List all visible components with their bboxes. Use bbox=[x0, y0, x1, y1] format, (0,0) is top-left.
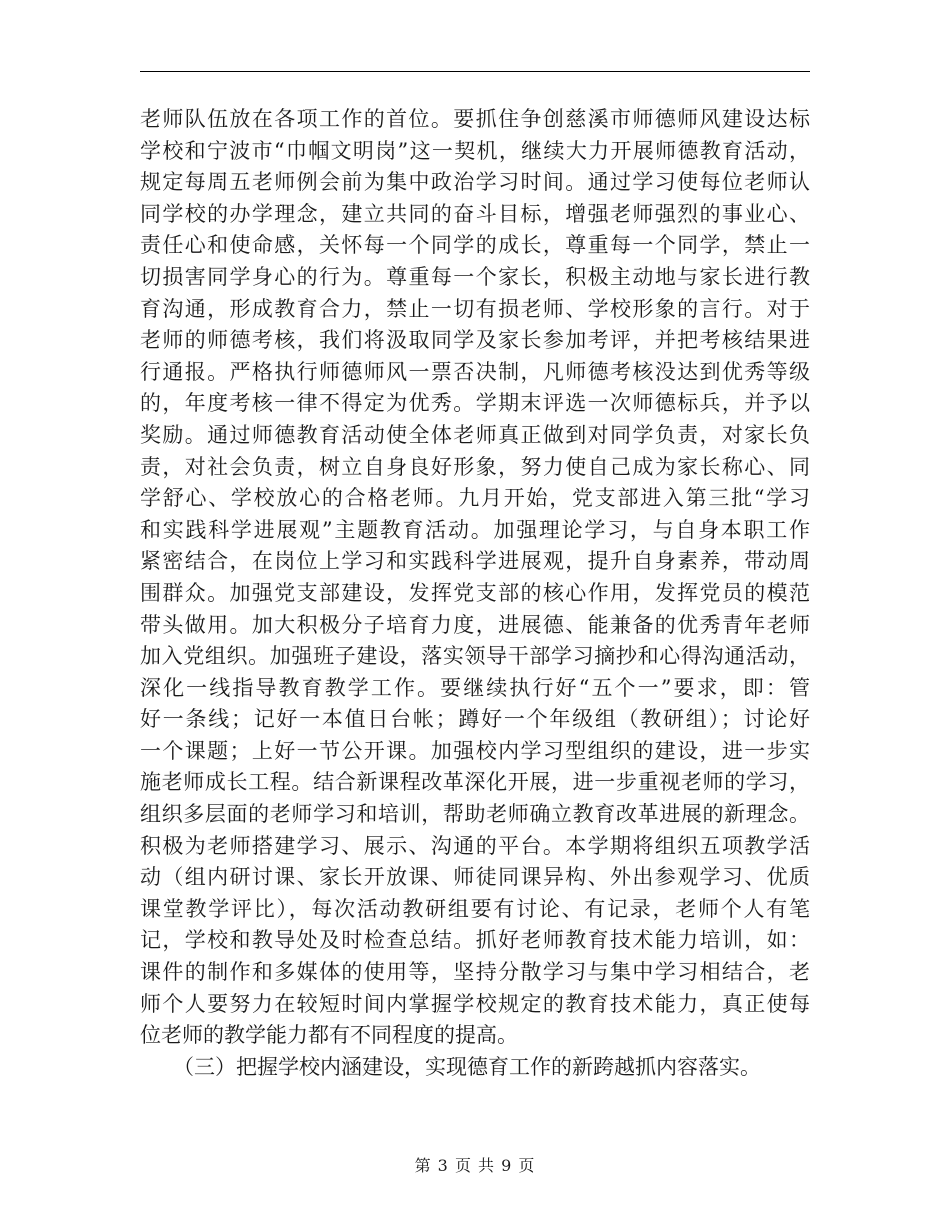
text-line: 老师的师德考核，我们将汲取同学及家长参加考评，并把考核结果进 bbox=[140, 328, 810, 353]
paragraph-end-line: 位老师的教学能力都有不同程度的提高。 bbox=[140, 1023, 518, 1048]
text-line: 行通报。严格执行师德师风一票否决制，凡师德考核没达到优秀等级 bbox=[140, 359, 810, 384]
text-line: 紧密结合，在岗位上学习和实践科学进展观，提升自身素养，带动周 bbox=[140, 549, 810, 574]
text-line: 带头做用。加大积极分子培育力度，进展德、能兼备的优秀青年老师 bbox=[140, 612, 810, 637]
text-line: 课堂教学评比），每次活动教研组要有讨论、有记录，老师个人有笔 bbox=[140, 896, 810, 921]
text-line: 动（组内研讨课、家长开放课、师徒同课异构、外出参观学习、优质 bbox=[140, 865, 810, 890]
document-body bbox=[140, 104, 810, 1083]
section-heading: （三）把握学校内涵建设，实现德育工作的新跨越抓内容落实。 bbox=[173, 1054, 761, 1079]
text-line: 加入党组织。加强班子建设，落实领导干部学习摘抄和心得沟通活动， bbox=[140, 644, 810, 669]
page-number-footer: 第 3 页 共 9 页 bbox=[414, 1156, 536, 1175]
text-line: 围群众。加强党支部建设，发挥党支部的核心作用，发挥党员的模范 bbox=[140, 580, 810, 605]
text-line: 的，年度考核一律不得定为优秀。学期末评选一次师德标兵，并予以 bbox=[140, 391, 810, 416]
text-line: 责任心和使命感，关怀每一个同学的成长，尊重每一个同学，禁止一 bbox=[140, 233, 810, 258]
text-line: 课件的制作和多媒体的使用等，坚持分散学习与集中学习相结合，老 bbox=[140, 960, 810, 985]
text-line: 深化一线指导教育教学工作。要继续执行好“五个一”要求，即：管 bbox=[140, 675, 810, 700]
text-line: 学舒心、学校放心的合格老师。九月开始，党支部进入第三批“学习 bbox=[140, 486, 810, 511]
text-line: 记，学校和教导处及时检查总结。抓好老师教育技术能力培训，如： bbox=[140, 928, 810, 953]
text-line: 规定每周五老师例会前为集中政治学习时间。通过学习使每位老师认 bbox=[140, 170, 810, 195]
text-line: 积极为老师搭建学习、展示、沟通的平台。本学期将组织五项教学活 bbox=[140, 833, 810, 858]
text-line: 育沟通，形成教育合力，禁止一切有损老师、学校形象的言行。对于 bbox=[140, 296, 810, 321]
text-line: 切损害同学身心的行为。尊重每一个家长，积极主动地与家长进行教 bbox=[140, 264, 810, 289]
text-line: 老师队伍放在各项工作的首位。要抓住争创慈溪市师德师风建设达标 bbox=[140, 107, 810, 131]
text-line: 同学校的办学理念，建立共同的奋斗目标，增强老师强烈的事业心、 bbox=[140, 201, 810, 226]
header-rule bbox=[140, 71, 810, 72]
text-line: 和实践科学进展观”主题教育活动。加强理论学习，与自身本职工作 bbox=[140, 517, 810, 542]
text-line: 一个课题；上好一节公开课。加强校内学习型组织的建设，进一步实 bbox=[140, 738, 810, 763]
text-line: 施老师成长工程。结合新课程改革深化开展，进一步重视老师的学习， bbox=[140, 770, 810, 795]
text-line: 师个人要努力在较短时间内掌握学校规定的教育技术能力，真正使每 bbox=[140, 991, 810, 1016]
text-line: 学校和宁波市“巾帼文明岗”这一契机，继续大力开展师德教育活动， bbox=[140, 138, 810, 163]
text-line: 奖励。通过师德教育活动使全体老师真正做到对同学负责，对家长负 bbox=[140, 422, 810, 447]
text-line: 好一条线；记好一本值日台帐；蹲好一个年级组（教研组）；讨论好 bbox=[140, 707, 810, 732]
text-line: 组织多层面的老师学习和培训，帮助老师确立教育改革进展的新理念。 bbox=[140, 802, 810, 827]
text-line: 责，对社会负责，树立自身良好形象，努力使自己成为家长称心、同 bbox=[140, 454, 810, 479]
